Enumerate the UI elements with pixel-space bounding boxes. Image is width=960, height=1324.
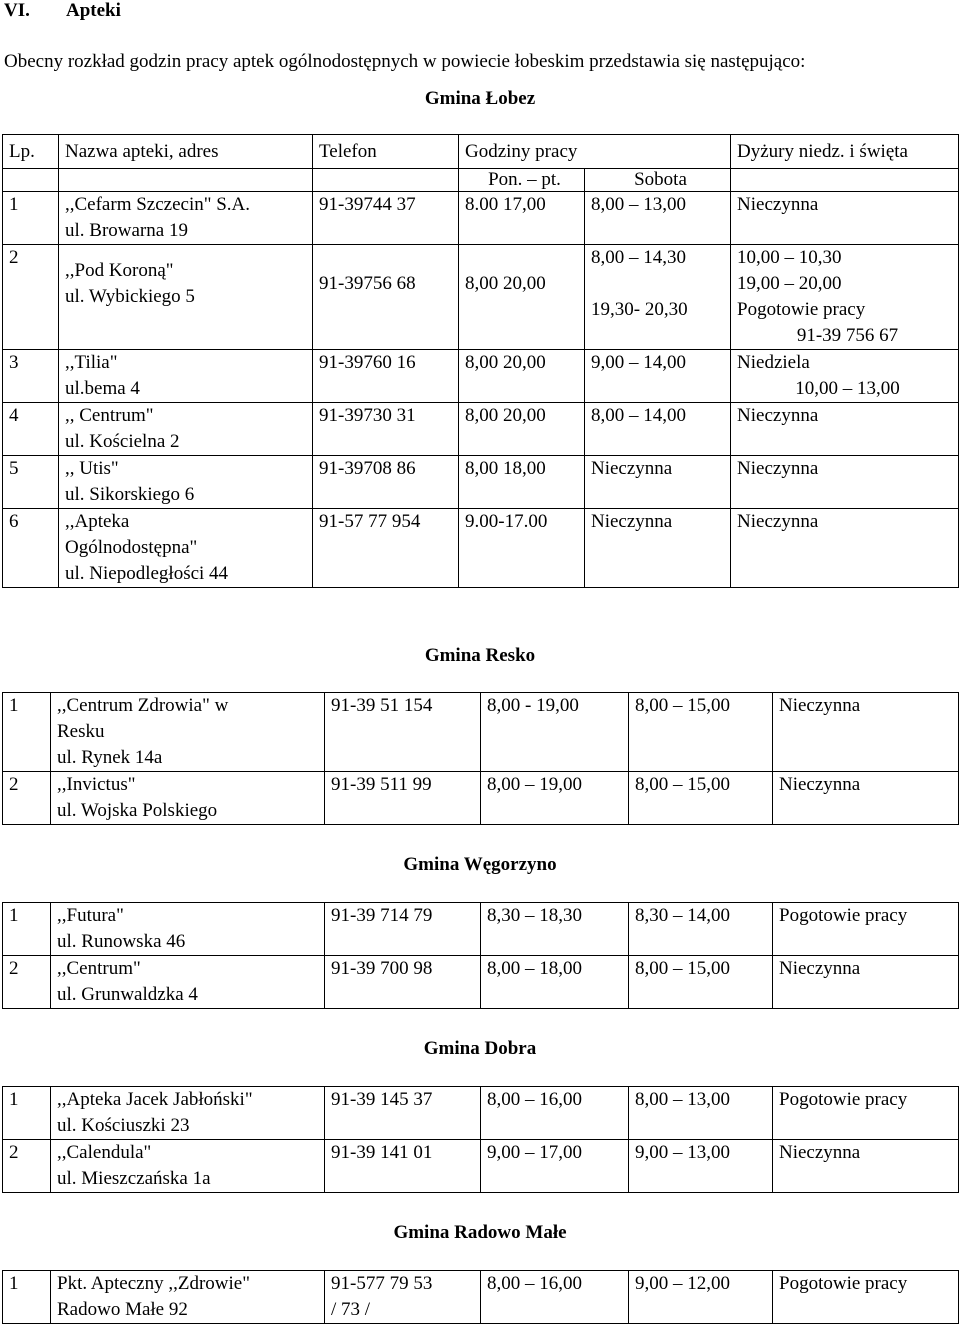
section-title: Apteki [66,0,121,21]
section-heading [4,0,121,24]
table-row: 5 ,, Utis" ul. Sikorskiego 6 91-39708 86 8,00 18,00 Nieczynna Nieczynna [3,456,959,509]
header-duty: Dyżury niedz. i święta [731,135,959,169]
table-row: 6 ,,Apteka Ogólnodostępna" ul. Niepodległości 44 91-57 77 954 9.00-17.00 Nieczynna Nieczynna [3,509,959,588]
table-subheader-row [3,169,959,192]
header-phone: Telefon [313,135,459,169]
section-number: VI. [4,0,30,21]
radowo-table [2,1270,959,1324]
table-row: 1 ,,Cefarm Szczecin" S.A. ul. Browarna 19 91-39744 37 8.00 17,00 8,00 – 13,00 Nieczynna [3,192,959,245]
table-row: 1 Pkt. Apteczny ,,Zdrowie" Radowo Małe 92 91-577 79 53 / 73 / 8,00 – 16,00 9,00 – 12,00 Pogotowie pracy [3,1271,959,1324]
table-row: 4 ,, Centrum" ul. Kościelna 2 91-39730 31 8,00 20,00 8,00 – 14,00 Nieczynna [3,403,959,456]
table-row: 1 ,,Futura" ul. Runowska 46 91-39 714 79 8,30 – 18,30 8,30 – 14,00 Pogotowie pracy [3,903,959,956]
header-weekdays: Pon. – pt. [459,169,585,192]
resko-title: Gmina Resko [424,645,536,666]
header-name: Nazwa apteki, adres [59,135,313,169]
dobra-title: Gmina Dobra [423,1038,537,1059]
table-row: 2 ,,Calendula" ul. Mieszczańska 1a 91-39 141 01 9,00 – 17,00 9,00 – 13,00 Nieczynna [3,1140,959,1193]
table-header-row [3,135,959,169]
intro-text: Obecny rozkład godzin pracy aptek ogólnodostępnych w powiecie łobeskim przedstawia się następująco: [4,51,806,72]
resko-table [2,692,959,825]
lobez-title: Gmina Łobez [424,88,536,109]
wegorzyno-title: Gmina Węgorzyno [403,854,557,875]
table-row: 2 ,,Pod Koroną" ul. Wybickiego 5 91-39756 68 8,00 20,00 8,00 – 14,30 19,30- 20,30 10,00 – 10,30 19,00 – 20,00 Pogotowie pracy 91-39 756 67 [3,245,959,350]
table-row: 2 ,,Invictus" ul. Wojska Polskiego 91-39 511 99 8,00 – 19,00 8,00 – 15,00 Nieczynna [3,772,959,825]
header-hours: Godziny pracy [459,135,731,169]
table-row: 1 ,,Centrum Zdrowia" w Resku ul. Rynek 14a 91-39 51 154 8,00 - 19,00 8,00 – 15,00 Nieczynna [3,693,959,772]
table-row: 2 ,,Centrum" ul. Grunwaldzka 4 91-39 700 98 8,00 – 18,00 8,00 – 15,00 Nieczynna [3,956,959,1009]
header-lp: Lp. [3,135,59,169]
table-row: 3 ,,Tilia" ul.bema 4 91-39760 16 8,00 20,00 9,00 – 14,00 Niedziela 10,00 – 13,00 [3,350,959,403]
dobra-table [2,1086,959,1193]
header-saturday: Sobota [585,169,731,192]
table-row: 1 ,,Apteka Jacek Jabłoński" ul. Kościuszki 23 91-39 145 37 8,00 – 16,00 8,00 – 13,00 Pogotowie pracy [3,1087,959,1140]
lobez-table [2,134,959,588]
radowo-title: Gmina Radowo Małe [393,1222,567,1243]
wegorzyno-table [2,902,959,1009]
